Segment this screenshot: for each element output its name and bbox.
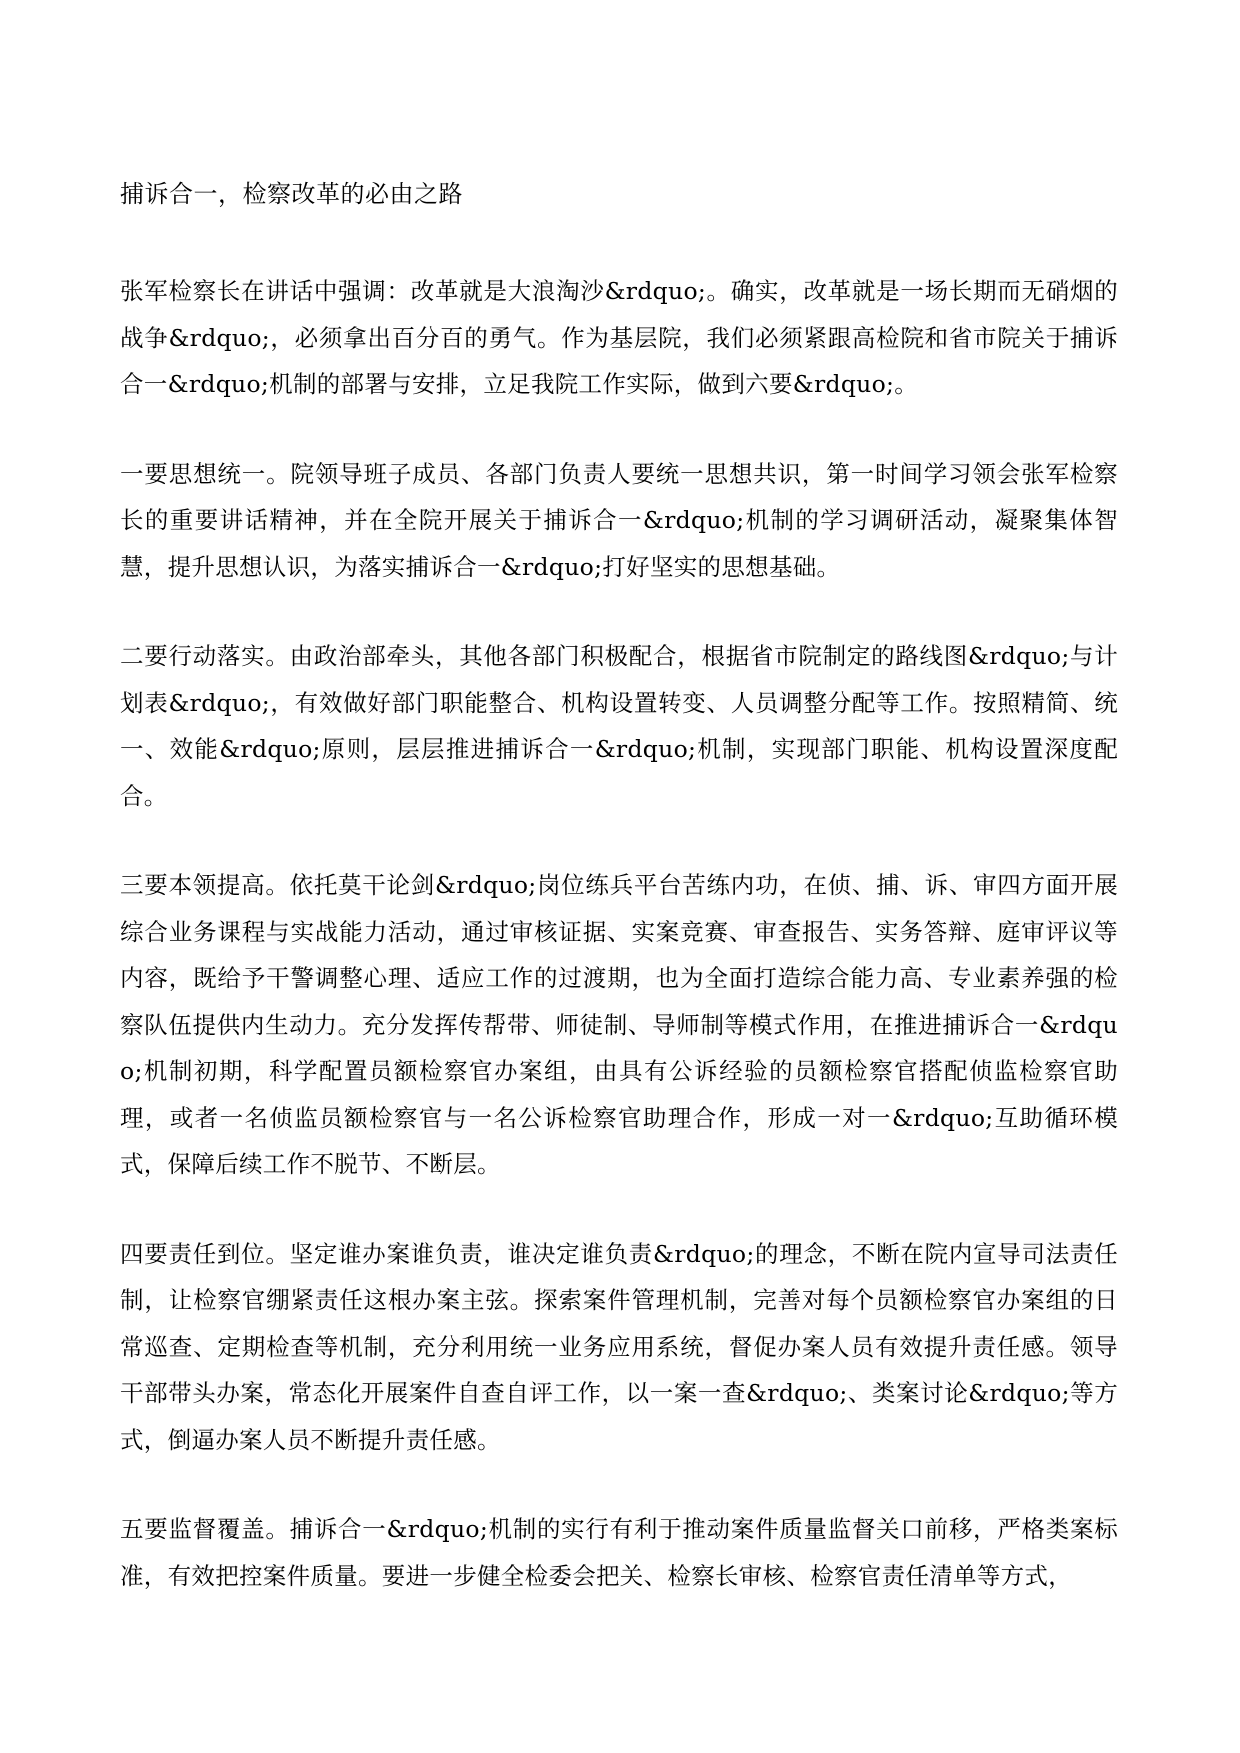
document-page: [120, 172, 1118, 1642]
paragraph-responsibility: 四要责任到位。坚定谁办案谁负责，谁决定谁负责&rdquo;的理念，不断在院内宣导司法责任制，让检察官绷紧责任这根办案主弦。探索案件管理机制，完善对每个员额检察官办案组的日常巡查、定期检查等机制，充分利用统一业务应用系统，督促办案人员有效提升责任感。领导干部带头办案，常态化开展案件自查自评工作，以一案一查&rdquo;、类案讨论&rdquo;等方式，倒逼办案人员不断提升责任感。: [120, 1239, 1118, 1454]
document-title: 捕诉合一，检察改革的必由之路: [120, 180, 463, 208]
paragraph-supervision: 五要监督覆盖。捕诉合一&rdquo;机制的实行有利于推动案件质量监督关口前移，严格类案标准，有效把控案件质量。要进一步健全检委会把关、检察长审核、检察官责任清单等方式，: [120, 1515, 1118, 1590]
paragraph-intro: 张军检察长在讲话中强调：改革就是大浪淘沙&rdquo;。确实，改革就是一场长期而无硝烟的战争&rdquo;，必须拿出百分百的勇气。作为基层院，我们必须紧跟高检院和省市院关于捕诉合一&rdquo;机制的部署与安排，立足我院工作实际，做到六要&rdquo;。: [120, 277, 1118, 398]
paragraph-action: 二要行动落实。由政治部牵头，其他各部门积极配合，根据省市院制定的路线图&rdquo;与计划表&rdquo;，有效做好部门职能整合、机构设置转变、人员调整分配等工作。按照精简、统一、效能&rdquo;原则，层层推进捕诉合一&rdquo;机制，实现部门职能、机构设置深度配合。: [120, 642, 1118, 810]
paragraph-thought-unity: 一要思想统一。院领导班子成员、各部门负责人要统一思想共识，第一时间学习领会张军检察长的重要讲话精神，并在全院开展关于捕诉合一&rdquo;机制的学习调研活动，凝聚集体智慧，提升思想认识，为落实捕诉合一&rdquo;打好坚实的思想基础。: [120, 459, 1118, 581]
paragraph-skills: 三要本领提高。依托莫干论剑&rdquo;岗位练兵平台苦练内功，在侦、捕、诉、审四方面开展综合业务课程与实战能力活动，通过审核证据、实案竞赛、审查报告、实务答辩、庭审评议等内容，既给予干警调整心理、适应工作的过渡期，也为全面打造综合能力高、专业素养强的检察队伍提供内生动力。充分发挥传帮带、师徒制、导师制等模式作用，在推进捕诉合一&rdquo;机制初期，科学配置员额检察官办案组，由具有公诉经验的员额检察官搭配侦监检察官助理，或者一名侦监员额检察官与一名公诉检察官助理合作，形成一对一&rdquo;互助循环模式，保障后续工作不脱节、不断层。: [120, 871, 1118, 1178]
